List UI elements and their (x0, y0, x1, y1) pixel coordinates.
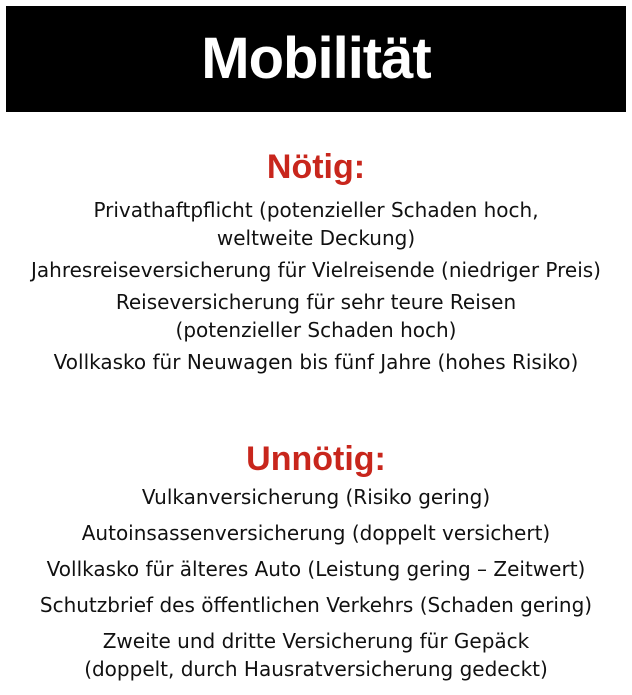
list-item: Zweite und dritte Versicherung für Gepäck (doppelt, durch Hausratversicherung gedeckt) (84, 629, 548, 681)
needed-heading: Nötig: (266, 148, 366, 186)
list-item: Vollkasko für älteres Auto (Leistung gering – Zeitwert) (46, 557, 586, 581)
list-item: Reiseversicherung für sehr teure Reisen (potenzieller Schaden hoch) (115, 290, 517, 342)
list-item: Jahresreiseversicherung für Vielreisende (niedriger Preis) (31, 258, 601, 282)
page-title: Mobilität (201, 26, 431, 91)
list-item: Schutzbrief des öffentlichen Verkehrs (Schaden gering) (39, 593, 593, 617)
list-item: Autoinsassenversicherung (doppelt versichert) (81, 521, 551, 545)
list-item: Vollkasko für Neuwagen bis fünf Jahre (hohes Risiko) (53, 350, 579, 374)
list-item: Privathaftpflicht (potenzieller Schaden hoch, weltweite Deckung) (93, 198, 539, 250)
unneeded-list (0, 483, 632, 683)
needed-list (0, 196, 632, 376)
unneeded-heading: Unnötig: (246, 440, 386, 478)
title-banner (6, 6, 626, 112)
list-item: Vulkanversicherung (Risiko gering) (141, 485, 491, 509)
